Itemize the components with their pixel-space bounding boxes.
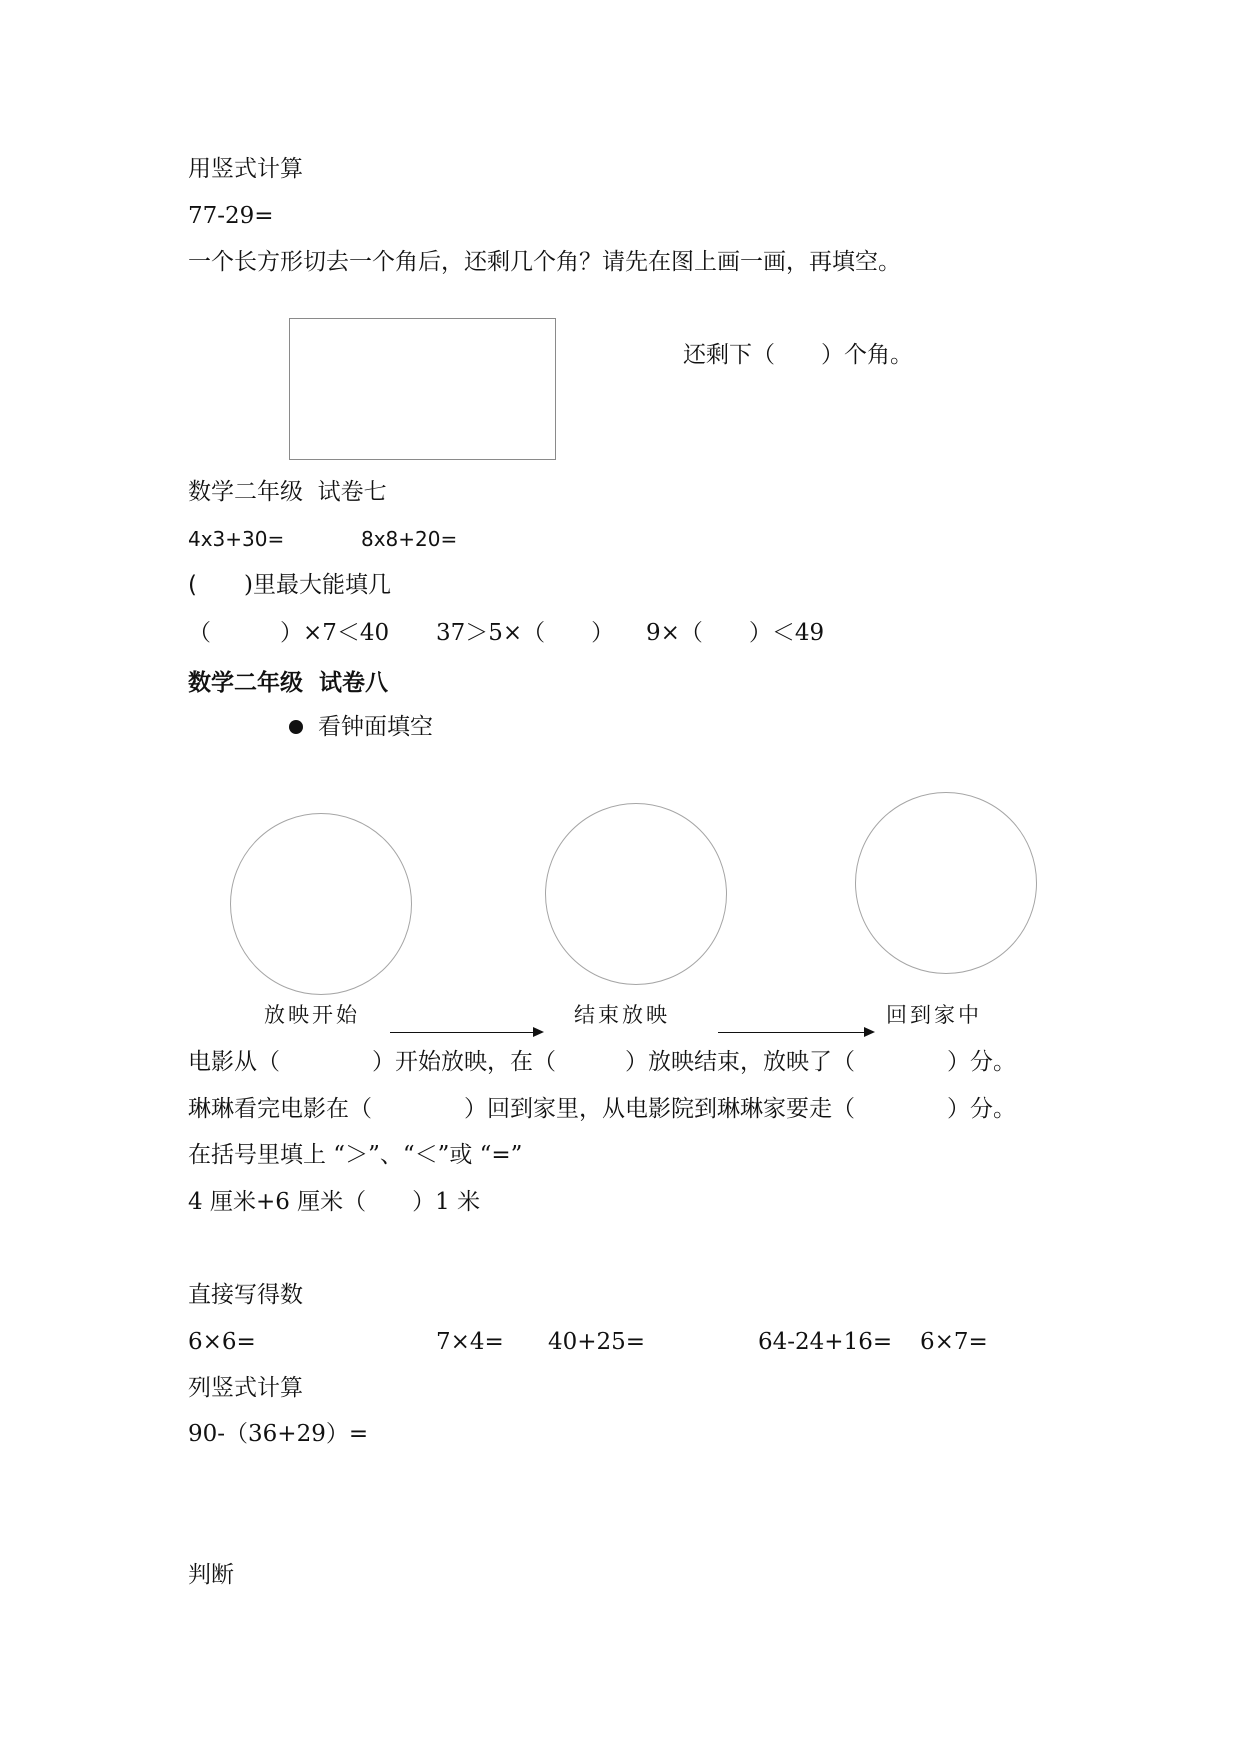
clock-label-end: 结束放映 [574,1003,670,1027]
direct-item-4: 64-24+16= [758,1329,893,1355]
movie-fill-line-1: 电影从（ ）开始放映，在（ ）放映结束，放映了（ ）分。 [188,1049,1016,1075]
calc-4x3-30: 4x3+30= [188,527,285,551]
heading-direct-answers: 直接写得数 [188,1282,303,1308]
problem-90-paren: 90-（36+29）= [188,1421,369,1447]
heading-column-calc: 列竖式计算 [188,1375,303,1401]
direct-item-2: 7×4= [436,1329,504,1355]
inequality-1: （ ）×7＜40 [188,620,390,646]
inequality-2: 37＞5×（ ） [436,620,615,646]
direct-item-1: 6×6= [188,1329,256,1355]
clock-label-start: 放映开始 [264,1003,360,1027]
heading-test-seven: 数学二年级 试卷七 [188,479,387,505]
inequality-3: 9×（ ）＜49 [646,620,825,646]
fill-heading-paren: ( [188,572,197,598]
clock-face-3 [855,792,1037,974]
clock-face-1 [230,813,412,995]
arrow-right-icon [390,1032,542,1033]
heading-vertical-calc: 用竖式计算 [188,156,303,182]
clock-label-home: 回到家中 [886,1003,982,1027]
direct-item-5: 6×7= [920,1329,988,1355]
heading-judge: 判断 [188,1562,234,1588]
calc-8x8-20: 8x8+20= [361,527,458,551]
direct-item-3: 40+25= [548,1329,646,1355]
compare-heading: 在括号里填上 “＞”、“＜”或 “=” [188,1142,523,1168]
bullet-icon [289,720,303,734]
clock-face-2 [545,803,727,985]
rectangle-figure [289,318,556,460]
movie-fill-line-2: 琳琳看完电影在（ ）回到家里，从电影院到琳琳家要走（ ）分。 [188,1096,1016,1122]
clock-instruction: 看钟面填空 [318,714,433,740]
compare-item: 4 厘米+6 厘米（ ）1 米 [188,1189,481,1215]
arrow-right-icon [718,1032,873,1033]
fill-heading: )里最大能填几 [244,572,391,598]
heading-test-eight: 数学二年级 试卷八 [188,669,389,696]
problem-77-29: 77-29= [188,203,274,229]
rectangle-question: 一个长方形切去一个角后，还剩几个角？请先在图上画一画，再填空。 [188,249,901,275]
rectangle-answer: 还剩下（ ）个角。 [683,342,913,368]
